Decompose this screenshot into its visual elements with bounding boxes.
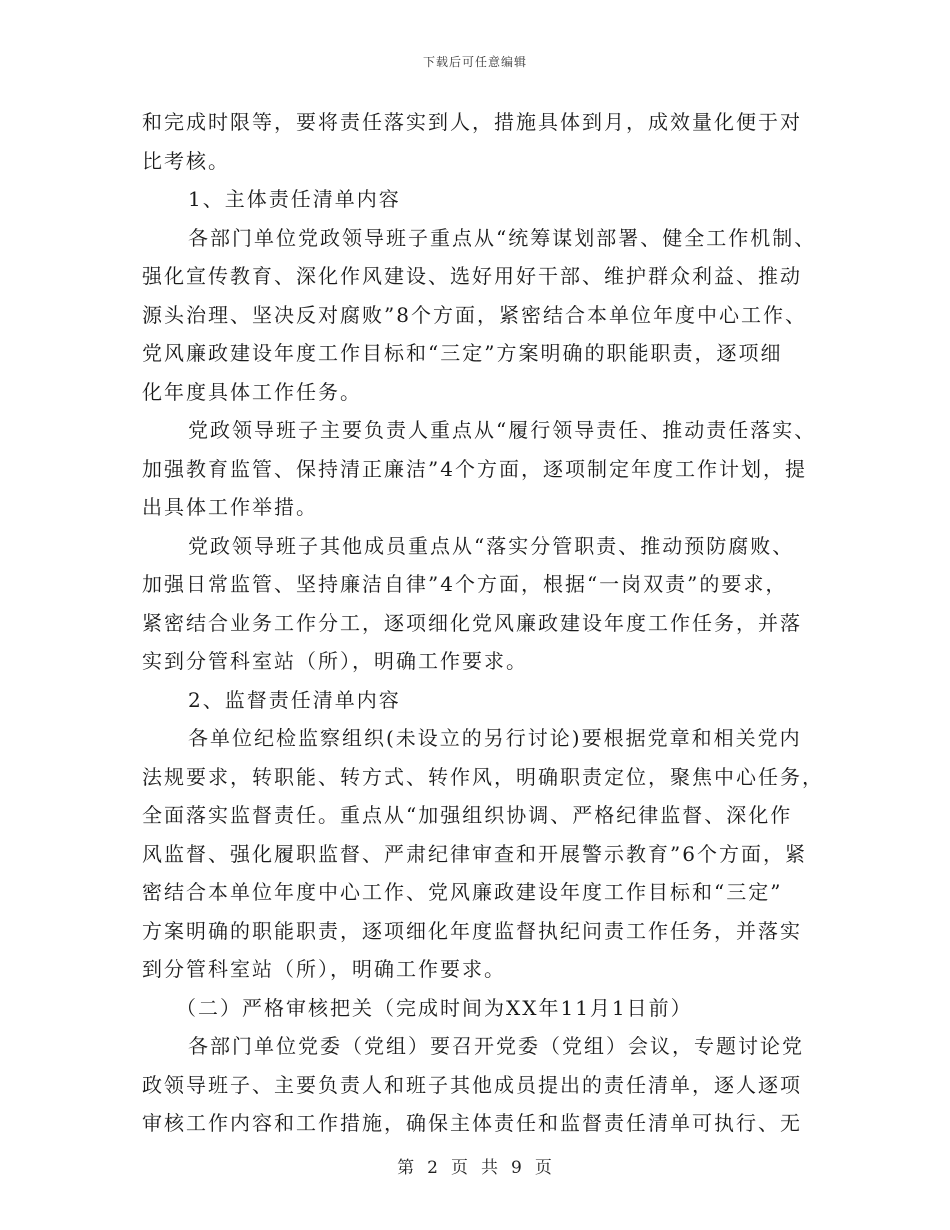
text-line: 和完成时限等，要将责任落实到人，措施具体到月，成效量化便于对 [142,110,802,134]
section-heading: 1、主体责任清单内容 [188,187,401,211]
text-line: 风监督、强化履职监督、严肃纪律审查和开展警示教育”6个方面，紧 [142,841,807,866]
text-line: 方案明确的职能职责，逐项细化年度监督执纪问责工作任务，并落实 [142,918,802,943]
text-line: 实到分管科室站（所），明确工作要求。 [142,649,528,673]
text-line: 比考核。 [142,148,230,173]
text-line: 强化宣传教育、深化作风建设、选好用好干部、维护群众利益、推动 [142,264,802,288]
section-heading: 2、监督责任清单内容 [188,687,401,712]
text-line: 密结合本单位年度中心工作、党风廉政建设年度工作目标和“三定” [142,880,783,904]
text-line: 党政领导班子其他成员重点从“落实分管职责、推动预防腐败、 [188,533,795,558]
section-heading: （二）严格审核把关（完成时间为XX年11月1日前） [176,995,693,1020]
text-line: 全面落实监督责任。重点从“加强组织协调、严格纪律监督、深化作 [142,803,793,827]
text-line: 化年度具体工作任务。 [142,379,362,404]
text-line: 审核工作内容和工作措施，确保主体责任和监督责任清单可执行、无 [142,1111,802,1135]
page-footer [0,1153,950,1178]
text-line: 到分管科室站（所），明确工作要求。 [142,957,506,981]
page-total: 9 [511,1158,523,1178]
text-line: 政领导班子、主要负责人和班子其他成员提出的责任清单，逐人逐项 [142,1072,802,1097]
footer-prefix: 第 [397,1158,416,1178]
text-line: 党政领导班子主要负责人重点从“履行领导责任、推动责任落实、 [188,418,817,442]
text-line: 紧密结合业务工作分工，逐项细化党风廉政建设年度工作任务，并落 [142,610,802,635]
footer-total-word: 共 [481,1158,499,1178]
text-line: 源头治理、坚决反对腐败”8个方面，紧密结合本单位年度中心工作、 [142,302,807,327]
text-line: 法规要求，转职能、转方式、转作风，明确职责定位，聚焦中心任务， [142,764,824,789]
footer-page-word: 页 [451,1158,469,1178]
text-line: 各部门单位党政领导班子重点从“统筹谋划部署、健全工作机制、 [188,225,817,250]
text-line: 出具体工作举措。 [142,495,318,519]
document-body [142,103,824,1143]
text-line: 加强教育监管、保持清正廉洁”4个方面，逐项制定年度工作计划，提 [142,456,807,481]
text-line: 加强日常监管、坚持廉洁自律”4个方面，根据“一岗双责”的要求， [142,572,788,596]
text-line: 各单位纪检监察组织(未设立的另行讨论)要根据党章和相关党内 [188,726,802,750]
text-line: 党风廉政建设年度工作目标和“三定”方案明确的职能职责，逐项细 [142,341,783,365]
page-number: 2 [427,1158,439,1178]
footer-suffix: 页 [534,1158,553,1178]
text-line: 各部门单位党委（党组）要召开党委（党组）会议，专题讨论党 [188,1034,804,1058]
page-header: 下载后可任意编辑 [422,55,527,69]
